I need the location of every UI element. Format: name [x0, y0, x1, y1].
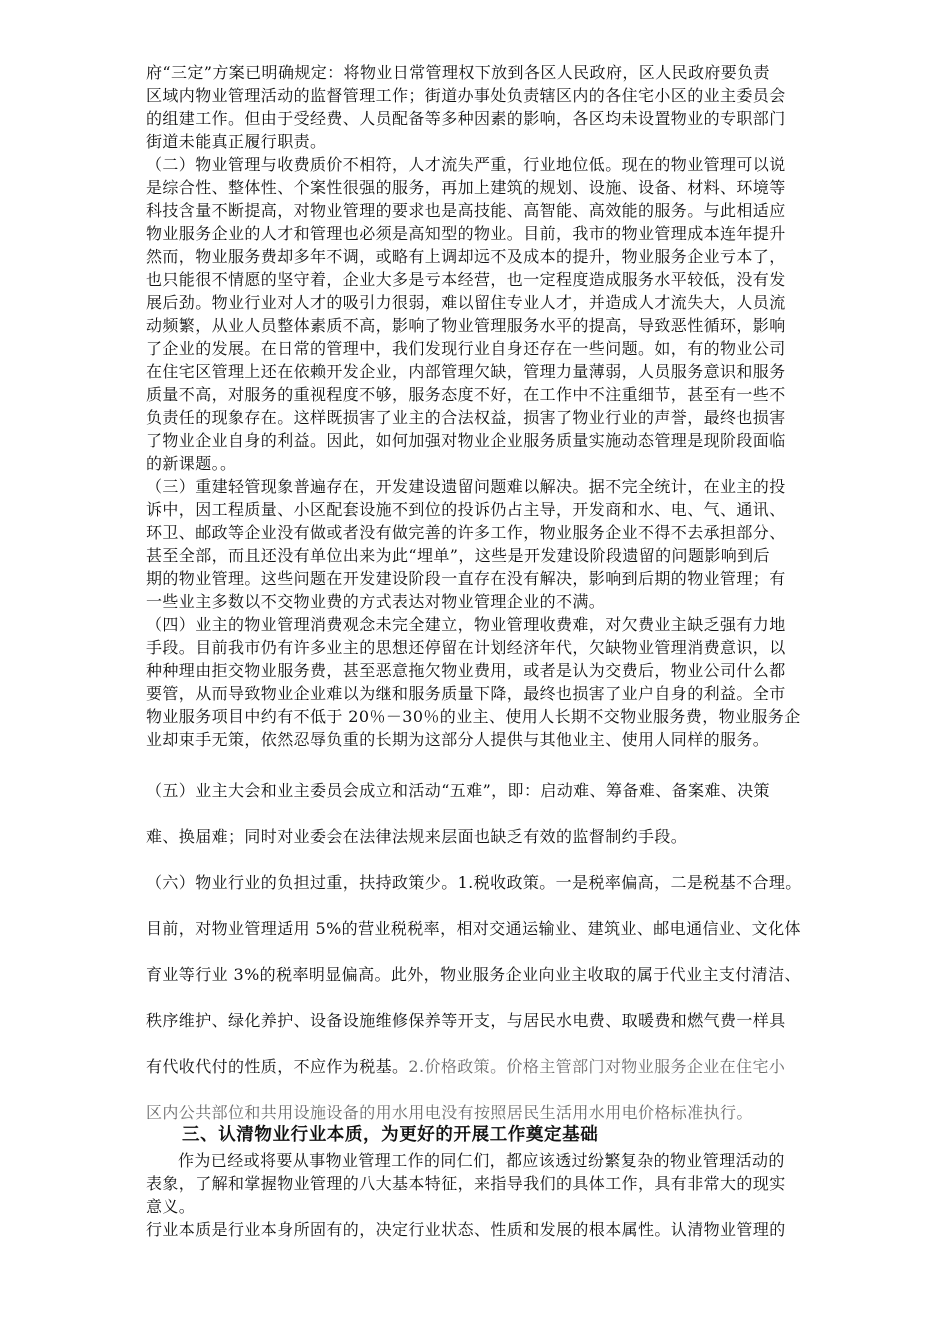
paragraph-line: 的组建工作。但由于受经费、人员配备等多种因素的影响，各区均未设置物业的专职部门 — [146, 109, 786, 128]
paragraph-line: （二）物业管理与收费质价不相符，人才流失严重，行业地位低。现在的物业管理可以说 — [146, 155, 786, 174]
paragraph-line — [146, 1056, 826, 1078]
paragraph-line: 然而，物业服务费却多年不调，或略有上调却远不及成本的提升，物业服务企业亏本了， — [146, 247, 786, 266]
paragraph-line: 科技含量不断提高，对物业管理的要求也是高技能、高智能、高效能的服务。与此相适应 — [146, 201, 786, 220]
paragraph-line: 是综合性、整体性、个案性很强的服务，再加上建筑的规划、设施、设备、材料、环境等 — [146, 178, 786, 197]
paragraph-line: 物业服务项目中约有不低于 20％－30％的业主、使用人长期不交物业服务费，物业服务企 — [146, 707, 801, 726]
paragraph-line: 秩序维护、绿化养护、设备设施维修保养等开支，与居民水电费、取暖费和燃气费一样具 — [146, 1011, 786, 1030]
line-segment-gray: 2.价格政策。价格主管部门对物业服务企业在住宅小 — [408, 1057, 786, 1076]
section-heading: 三、认清物业行业本质，为更好的开展工作奠定基础 — [182, 1125, 599, 1145]
paragraph-line: 物业服务企业的人才和管理也必须是高知型的物业。目前，我市的物业管理成本连年提升 — [146, 224, 786, 243]
paragraph-line: （四）业主的物业管理消费观念未完全建立，物业管理收费难，对欠费业主缺乏强有力地 — [146, 615, 786, 634]
paragraph-line: （五）业主大会和业主委员会成立和活动“五难”，即：启动难、筹备难、备案难、决策 — [146, 781, 770, 800]
paragraph-line: 手段。目前我市仍有许多业主的思想还停留在计划经济年代，欠缺物业管理消费意识，以 — [146, 638, 786, 657]
paragraph-line: 行业本质是行业本身所固有的，决定行业状态、性质和发展的根本属性。认清物业管理的 — [146, 1220, 786, 1239]
paragraph-line: 难、换届难；同时对业委会在法律法规来层面也缺乏有效的监督制约手段。 — [146, 827, 688, 846]
paragraph-line: 街道未能真正履行职责。 — [146, 132, 327, 151]
paragraph-line: 业却束手无策，依然忍辱负重的长期为这部分人提供与其他业主、使用人同样的服务。 — [146, 730, 770, 749]
paragraph-line: 种种理由拒交物业服务费，甚至恶意拖欠物业费用，或者是认为交费后，物业公司什么都 — [146, 661, 786, 680]
paragraph-line: 在住宅区管理上还在依赖开发企业，内部管理欠缺，管理力量薄弱，人员服务意识和服务 — [146, 362, 786, 381]
paragraph-line: 环卫、邮政等企业没有做或者没有做完善的许多工作，物业服务企业不得不去承担部分、 — [146, 523, 786, 542]
paragraph-line: 质量不高，对服务的重视程度不够，服务态度不好，在工作中不注重细节，甚至有一些不 — [146, 385, 786, 404]
paragraph-line: 了物业企业自身的利益。因此，如何加强对物业企业服务质量实施动态管理是现阶段面临 — [146, 431, 786, 450]
line-segment: 有代收代付的性质，不应作为税基。 — [146, 1057, 409, 1076]
paragraph-line: 表象，了解和掌握物业管理的八大基本特征，来指导我们的具体工作，具有非常大的现实 — [146, 1174, 786, 1193]
paragraph-line: 区域内物业管理活动的监督管理工作；街道办事处负责辖区内的各住宅小区的业主委员会 — [146, 86, 786, 105]
paragraph-line: 诉中，因工程质量、小区配套设施不到位的投诉仍占主导，开发商和水、电、气、通讯、 — [146, 500, 786, 519]
paragraph-line: 的新课题。。 — [146, 454, 237, 473]
paragraph-line: 甚至全部，而且还没有单位出来为此“埋单”，这些是开发建设阶段遗留的问题影响到后 — [146, 546, 770, 565]
paragraph-line: 育业等行业 3%的税率明显偏高。此外，物业服务企业向业主收取的属于代业主支付清洁、 — [146, 965, 801, 984]
paragraph-line: 意义。 — [146, 1197, 196, 1216]
paragraph-line: 期的物业管理。这些问题在开发建设阶段一直存在没有解决，影响到后期的物业管理；有 — [146, 569, 786, 588]
paragraph-line: 也只能很不情愿的坚守着，企业大多是亏本经营，也一定程度造成服务水平较低，没有发 — [146, 270, 786, 289]
paragraph-line: 目前，对物业管理适用 5%的营业税税率，相对交通运输业、建筑业、邮电通信业、文化体 — [146, 919, 801, 938]
paragraph-line: 了企业的发展。在日常的管理中，我们发现行业自身还存在一些问题。如，有的物业公司 — [146, 339, 786, 358]
paragraph-line: 负责任的现象存在。这样既损害了业主的合法权益，损害了物业行业的声誉，最终也损害 — [146, 408, 786, 427]
paragraph-line: 作为已经或将要从事物业管理工作的同仁们，都应该透过纷繁复杂的物业管理活动的 — [178, 1151, 785, 1170]
paragraph-line: 要管，从而导致物业企业难以为继和服务质量下降，最终也损害了业户自身的利益。全市 — [146, 684, 786, 703]
paragraph-line: （六）物业行业的负担过重，扶持政策少。1.税收政策。一是税率偏高，二是税基不合理。 — [146, 873, 802, 892]
paragraph-line: 府“三定”方案已明确规定：将物业日常管理权下放到各区人民政府，区人民政府要负责 — [146, 63, 770, 82]
paragraph-line: 区内公共部位和共用设施设备的用水用电没有按照居民生活用水用电价格标准执行。 — [146, 1103, 753, 1122]
paragraph-line: （三）重建轻管现象普遍存在，开发建设遗留问题难以解决。据不完全统计，在业主的投 — [146, 477, 786, 496]
paragraph-line: 一些业主多数以不交物业费的方式表达对物业管理企业的不满。 — [146, 592, 606, 611]
paragraph-line: 展后劲。物业行业对人才的吸引力很弱，难以留住专业人才，并造成人才流失大，人员流 — [146, 293, 786, 312]
paragraph-line: 动频繁，从业人员整体素质不高，影响了物业管理服务水平的提高，导致恶性循环，影响 — [146, 316, 786, 335]
